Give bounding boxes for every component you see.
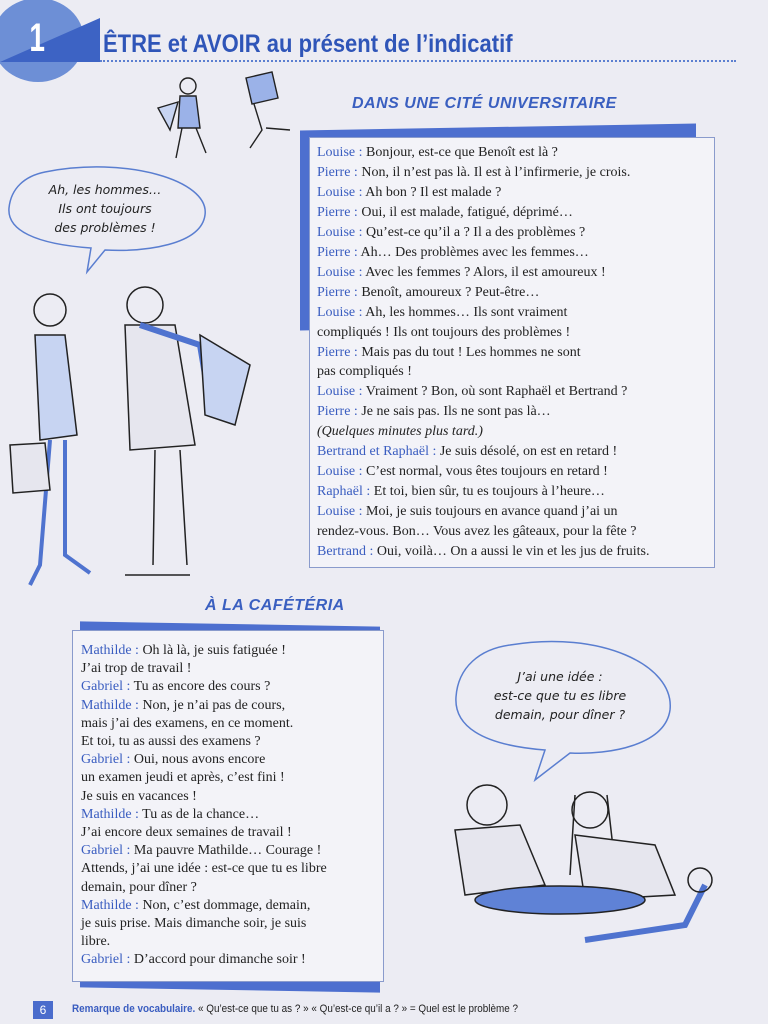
dialogue-text: Mais pas du tout ! Les hommes ne sont pas compliqués ! — [317, 344, 581, 380]
dialogue-line — [317, 303, 707, 343]
bubble-text-right: J’ai une idée : est-ce que tu es libre demain, pour dîner ? — [493, 669, 627, 722]
dialogue-line — [317, 283, 707, 303]
speaker-name: Pierre : — [317, 284, 358, 300]
dialogue-text: Oui, voilà… On a aussi le vin et les jus de fruits. — [373, 544, 650, 560]
speaker-name: Bertrand : — [317, 544, 374, 560]
chapter-number: 1 — [29, 16, 45, 60]
dialogue-text: Non, c’est dommage, demain, je suis prise. Mais dimanche soir, je suis libre. — [81, 897, 311, 950]
speaker-name: Mathilde : — [81, 697, 139, 713]
speaker-name: Louise : — [317, 224, 363, 240]
speaker-name: Louise : — [317, 384, 363, 400]
dialogue-line — [317, 243, 707, 263]
vocabulary-note-label: Remarque de vocabulaire. — [72, 1003, 196, 1015]
dialogue-text: Oh là là, je suis fatiguée ! J’ai trop de travail ! — [81, 643, 286, 677]
students-moving-illustration — [150, 68, 310, 173]
dialogue-text: Ma pauvre Mathilde… Courage ! Attends, j’ai une idée : est-ce que tu es libre demain, pour dîner ? — [81, 843, 327, 895]
chapter-title: ÊTRE et AVOIR au présent de l’indicatif — [103, 30, 513, 58]
dialogue-line — [317, 382, 707, 402]
dialogue-line — [317, 542, 707, 562]
dialogue-text: Moi, je suis toujours en avance quand j’ai un rendez-vous. Bon… Vous avez les gâteaux, pour la fête ? — [317, 504, 637, 540]
dialogue-line — [317, 183, 707, 203]
speaker-name: Gabriel : — [81, 679, 131, 695]
speaker-name: Pierre : — [317, 204, 358, 220]
dialogue-line — [317, 422, 707, 442]
dialogue-text: Ah bon ? Il est malade ? — [362, 184, 502, 200]
dialogue-text: Tu as encore des cours ? — [130, 679, 271, 695]
dialogue-text: Ah, les hommes… Ils sont vraiment compliqués ! Ils ont toujours des problèmes ! — [317, 304, 571, 340]
dialogue-line — [81, 642, 375, 678]
dialogue-line — [81, 697, 375, 752]
page-number: 6 — [33, 1001, 53, 1019]
dialogue-line — [81, 897, 375, 952]
dialogue-text: Je suis désolé, on est en retard ! — [436, 444, 618, 460]
dialogue-text: Ah… Des problèmes avec les femmes… — [357, 244, 589, 260]
louise-pierre-illustration — [5, 265, 260, 595]
speaker-name: Bertrand et Raphaël : — [317, 444, 437, 460]
dialogue-text: Non, je n’ai pas de cours, mais j’ai des examens, en ce moment. Et toi, tu as aussi des examens ? — [81, 697, 294, 750]
speaker-name: Louise : — [317, 504, 363, 520]
speaker-name: Louise : — [317, 145, 363, 160]
speaker-name: Louise : — [317, 264, 363, 280]
dialogue-line — [81, 678, 375, 696]
dialogue-line — [81, 751, 375, 806]
vocabulary-note-text: « Qu’est-ce que tu as ? » « Qu’est-ce qu’il a ? » = Quel est le problème ? — [195, 1003, 519, 1015]
speaker-name: Louise : — [317, 304, 363, 320]
dialogue-line — [81, 842, 375, 897]
speaker-name: Raphaël : — [317, 484, 371, 500]
dialogue-text: Tu as de la chance… J’ai encore deux semaines de travail ! — [81, 806, 292, 841]
speaker-name: Louise : — [317, 184, 363, 200]
bubble-text-left: Ah, les hommes… Ils ont toujours des problèmes ! — [48, 182, 162, 235]
speaker-name: Pierre : — [317, 164, 358, 180]
dialogue-line — [81, 951, 375, 969]
speaker-name: Mathilde : — [81, 897, 139, 913]
dialogue-line — [317, 163, 707, 183]
dialogue-line — [81, 806, 375, 842]
dialogue-text: Benoît, amoureux ? Peut-être… — [357, 284, 540, 300]
title-divider — [100, 60, 736, 62]
dialogue-text: Vraiment ? Bon, où sont Raphaël et Bertrand ? — [362, 384, 628, 400]
dialogue-line — [317, 143, 707, 163]
speaker-name: Mathilde : — [81, 643, 139, 658]
dialogue-line — [317, 203, 707, 223]
speaker-name: Louise : — [317, 464, 363, 480]
chapter-triangle — [0, 18, 100, 62]
dialogue-text: D’accord pour dimanche soir ! — [130, 952, 306, 968]
dialogue-text: C’est normal, vous êtes toujours en retard ! — [362, 464, 608, 480]
dialogue-text: (Quelques minutes plus tard.) — [317, 424, 483, 440]
dialogue-text: Non, il n’est pas là. Il est à l’infirmerie, je crois. — [357, 164, 631, 180]
speaker-name: Gabriel : — [81, 952, 131, 968]
dialogue-line — [317, 402, 707, 422]
dialogue-line — [317, 223, 707, 243]
dialogue-text: Bonjour, est-ce que Benoît est là ? — [362, 145, 558, 160]
dialogue-text: Et toi, bien sûr, tu es toujours à l’heure… — [370, 484, 605, 500]
dialogue-line — [317, 462, 707, 482]
speaker-name: Pierre : — [317, 344, 358, 360]
vocabulary-note — [72, 1003, 518, 1015]
speaker-name: Gabriel : — [81, 843, 131, 859]
dialogue-text: Je ne sais pas. Ils ne sont pas là… — [357, 404, 551, 420]
dialogue-text: Oui, il est malade, fatigué, déprimé… — [357, 204, 573, 220]
dialogue-line — [317, 263, 707, 283]
speaker-name: Mathilde : — [81, 806, 139, 822]
dialogue-line — [317, 502, 707, 542]
speaker-name: Gabriel : — [81, 752, 131, 768]
dialogue-box-cafeteria — [72, 630, 384, 982]
dialogue-line — [317, 343, 707, 383]
speaker-name: Pierre : — [317, 404, 358, 420]
dialogue-line — [317, 442, 707, 462]
section-heading-cafeteria: À LA CAFÉTÉRIA — [205, 597, 345, 614]
dialogue-text: Oui, nous avons encore un examen jeudi et après, c’est fini ! Je suis en vacances ! — [81, 752, 285, 804]
mathilde-gabriel-cafe-illustration — [425, 775, 720, 950]
dialogue-text: Avec les femmes ? Alors, il est amoureux ! — [362, 264, 606, 280]
dialogue-line — [317, 482, 707, 502]
dialogue-text: Qu’est-ce qu’il a ? Il a des problèmes ? — [362, 224, 586, 240]
section-heading-cite: DANS UNE CITÉ UNIVERSITAIRE — [352, 95, 617, 112]
dialogue-box-cite — [309, 137, 715, 568]
speaker-name: Pierre : — [317, 244, 358, 260]
